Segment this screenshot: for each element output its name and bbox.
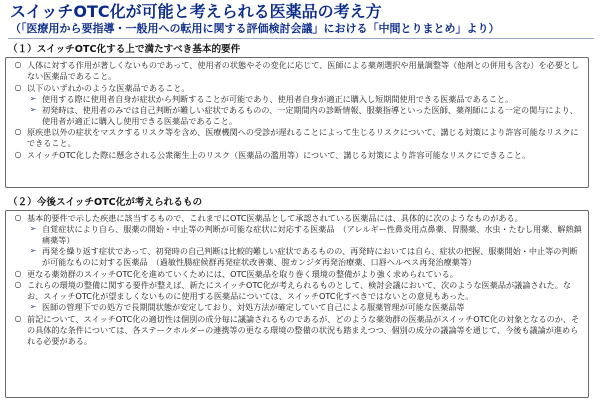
arrow-bullet-icon: ➢ [29, 104, 37, 114]
list-item [12, 269, 582, 280]
circle-bullet-icon: ○ [14, 60, 22, 69]
item-text: 前記について、スイッチOTC化の適切性は個別の成分毎に議論されるものであるが、どのような薬効群の医薬品がスイッチOTC化の対象となるのか、その具体的な条件については、各ステークホルダーの連携等の更なる環境の整備の状況も踏まえつつ、個別の成分の議論等を通じて、今後も議論が進められる必要がある。 [27, 314, 580, 346]
page-subtitle: （「医療用から要指導・一般用への転用に関する評価検討会議」における「中間とりまとめ」より） [10, 22, 500, 35]
list-item [12, 83, 582, 94]
page-title: スイッチOTC化が可能と考えられる医薬品の考え方 [10, 2, 382, 21]
list-item [12, 150, 582, 161]
section-2-box [5, 210, 589, 398]
arrow-bullet-icon: ➢ [29, 223, 37, 233]
circle-bullet-icon: ○ [14, 82, 22, 92]
arrow-bullet-icon: ➢ [29, 245, 37, 255]
sub-item-text: 医師の管理下での処方で長期間状態が安定しており、対処方法が確定していて自己による服薬管理が可能な医薬品等 [42, 302, 465, 313]
list-item [12, 127, 582, 149]
section-1-heading: （１）スイッチOTC化する上で満たすべき基本的要件 [8, 44, 241, 55]
item-text: スイッチOTC化した際に懸念される公衆衛生上のリスク（医薬品の濫用等）について、講じる対策により許容可能なリスクにできること。 [27, 150, 531, 161]
item-text: 人体に対する作用が著しくないものであって、使用者の状態やその変化に応じて、医師による薬剤選択や用量調整等（他剤との併用も含む）を必要としない医薬品であること。 [27, 60, 580, 81]
circle-bullet-icon: ○ [14, 150, 22, 160]
sub-item [12, 302, 582, 313]
list-item [12, 213, 582, 224]
circle-bullet-icon: ○ [14, 127, 22, 137]
circle-bullet-icon: ○ [14, 280, 22, 290]
circle-bullet-icon: ○ [14, 268, 22, 278]
item-text: これらの環境の整備に関する要件が整えば、新たにスイッチOTC化が考えられるものとして、検討会議において、次のような医薬品が議論された。なお、スイッチOTC化が望ましくないものに使用する医薬品については、スイッチOTC化すべきではないとの意見もあった。 [27, 280, 572, 302]
sub-item-text: 自覚症状により自ら、服薬の開始・中止等の判断が可能な症状に対応する医薬品 （アレルギー性鼻炎用点鼻薬、胃腸薬、水虫・たむし用薬、解熱鎮痛薬等） [42, 223, 582, 245]
item-text: 以下のいずれかのような医薬品であること。 [27, 82, 190, 93]
list-item [12, 314, 582, 347]
item-text: 基本的要件で示した疾患に該当するもので、これまでにOTC医薬品として承認されている医薬品には、具体的に次のようなものがある。 [27, 213, 523, 223]
sub-item [12, 105, 582, 127]
sub-item [12, 246, 582, 268]
sub-item-text: 再発を繰り返す症状であって、初発時の自己判断は比較的難しい症状であるものの、再発時においては自ら、症状の把握、服薬開始・中止等の判断が可能なものに対する医薬品 （過敏性腸症候群再発症状改善薬、腟カンジダ再発治療薬、口唇ヘルペス再発治療薬等） [42, 245, 578, 267]
circle-bullet-icon: ○ [14, 213, 22, 222]
item-text: 原疾患以外の症状をマスクするリスク等を含め、医療機関への受診が遅れることによって生じるリスクについて、講じる対策により許容可能なリスクにできること。 [27, 127, 579, 149]
sub-item [12, 94, 582, 105]
section-1-box [5, 57, 589, 188]
arrow-bullet-icon: ➢ [29, 93, 37, 103]
section-2-heading: （２）今後スイッチOTC化が考えられるもの [8, 197, 203, 208]
sub-item-text: 使用する際に使用者自身が症状から判断することが可能であり、使用者自身が適正に購入し短期間使用できる医薬品であること。 [42, 93, 514, 104]
sub-item-text: 初発時は、使用者のみでは自己判断が難しい症状であるものの、一定期間内の診断情報、服薬指導といった医師、薬剤師による一定の関与により、使用者が適正に購入し使用できる医薬品であること。 [42, 104, 578, 126]
sub-item [12, 224, 582, 246]
list-item [12, 60, 582, 82]
list-item [12, 280, 582, 302]
title-divider [8, 38, 594, 39]
arrow-bullet-icon: ➢ [29, 302, 37, 312]
item-text: 更なる薬効群のスイッチOTC化を進めていくためには、OTC医薬品を取り巻く環境の整備がより強く求められている。 [27, 268, 458, 279]
circle-bullet-icon: ○ [14, 314, 22, 324]
